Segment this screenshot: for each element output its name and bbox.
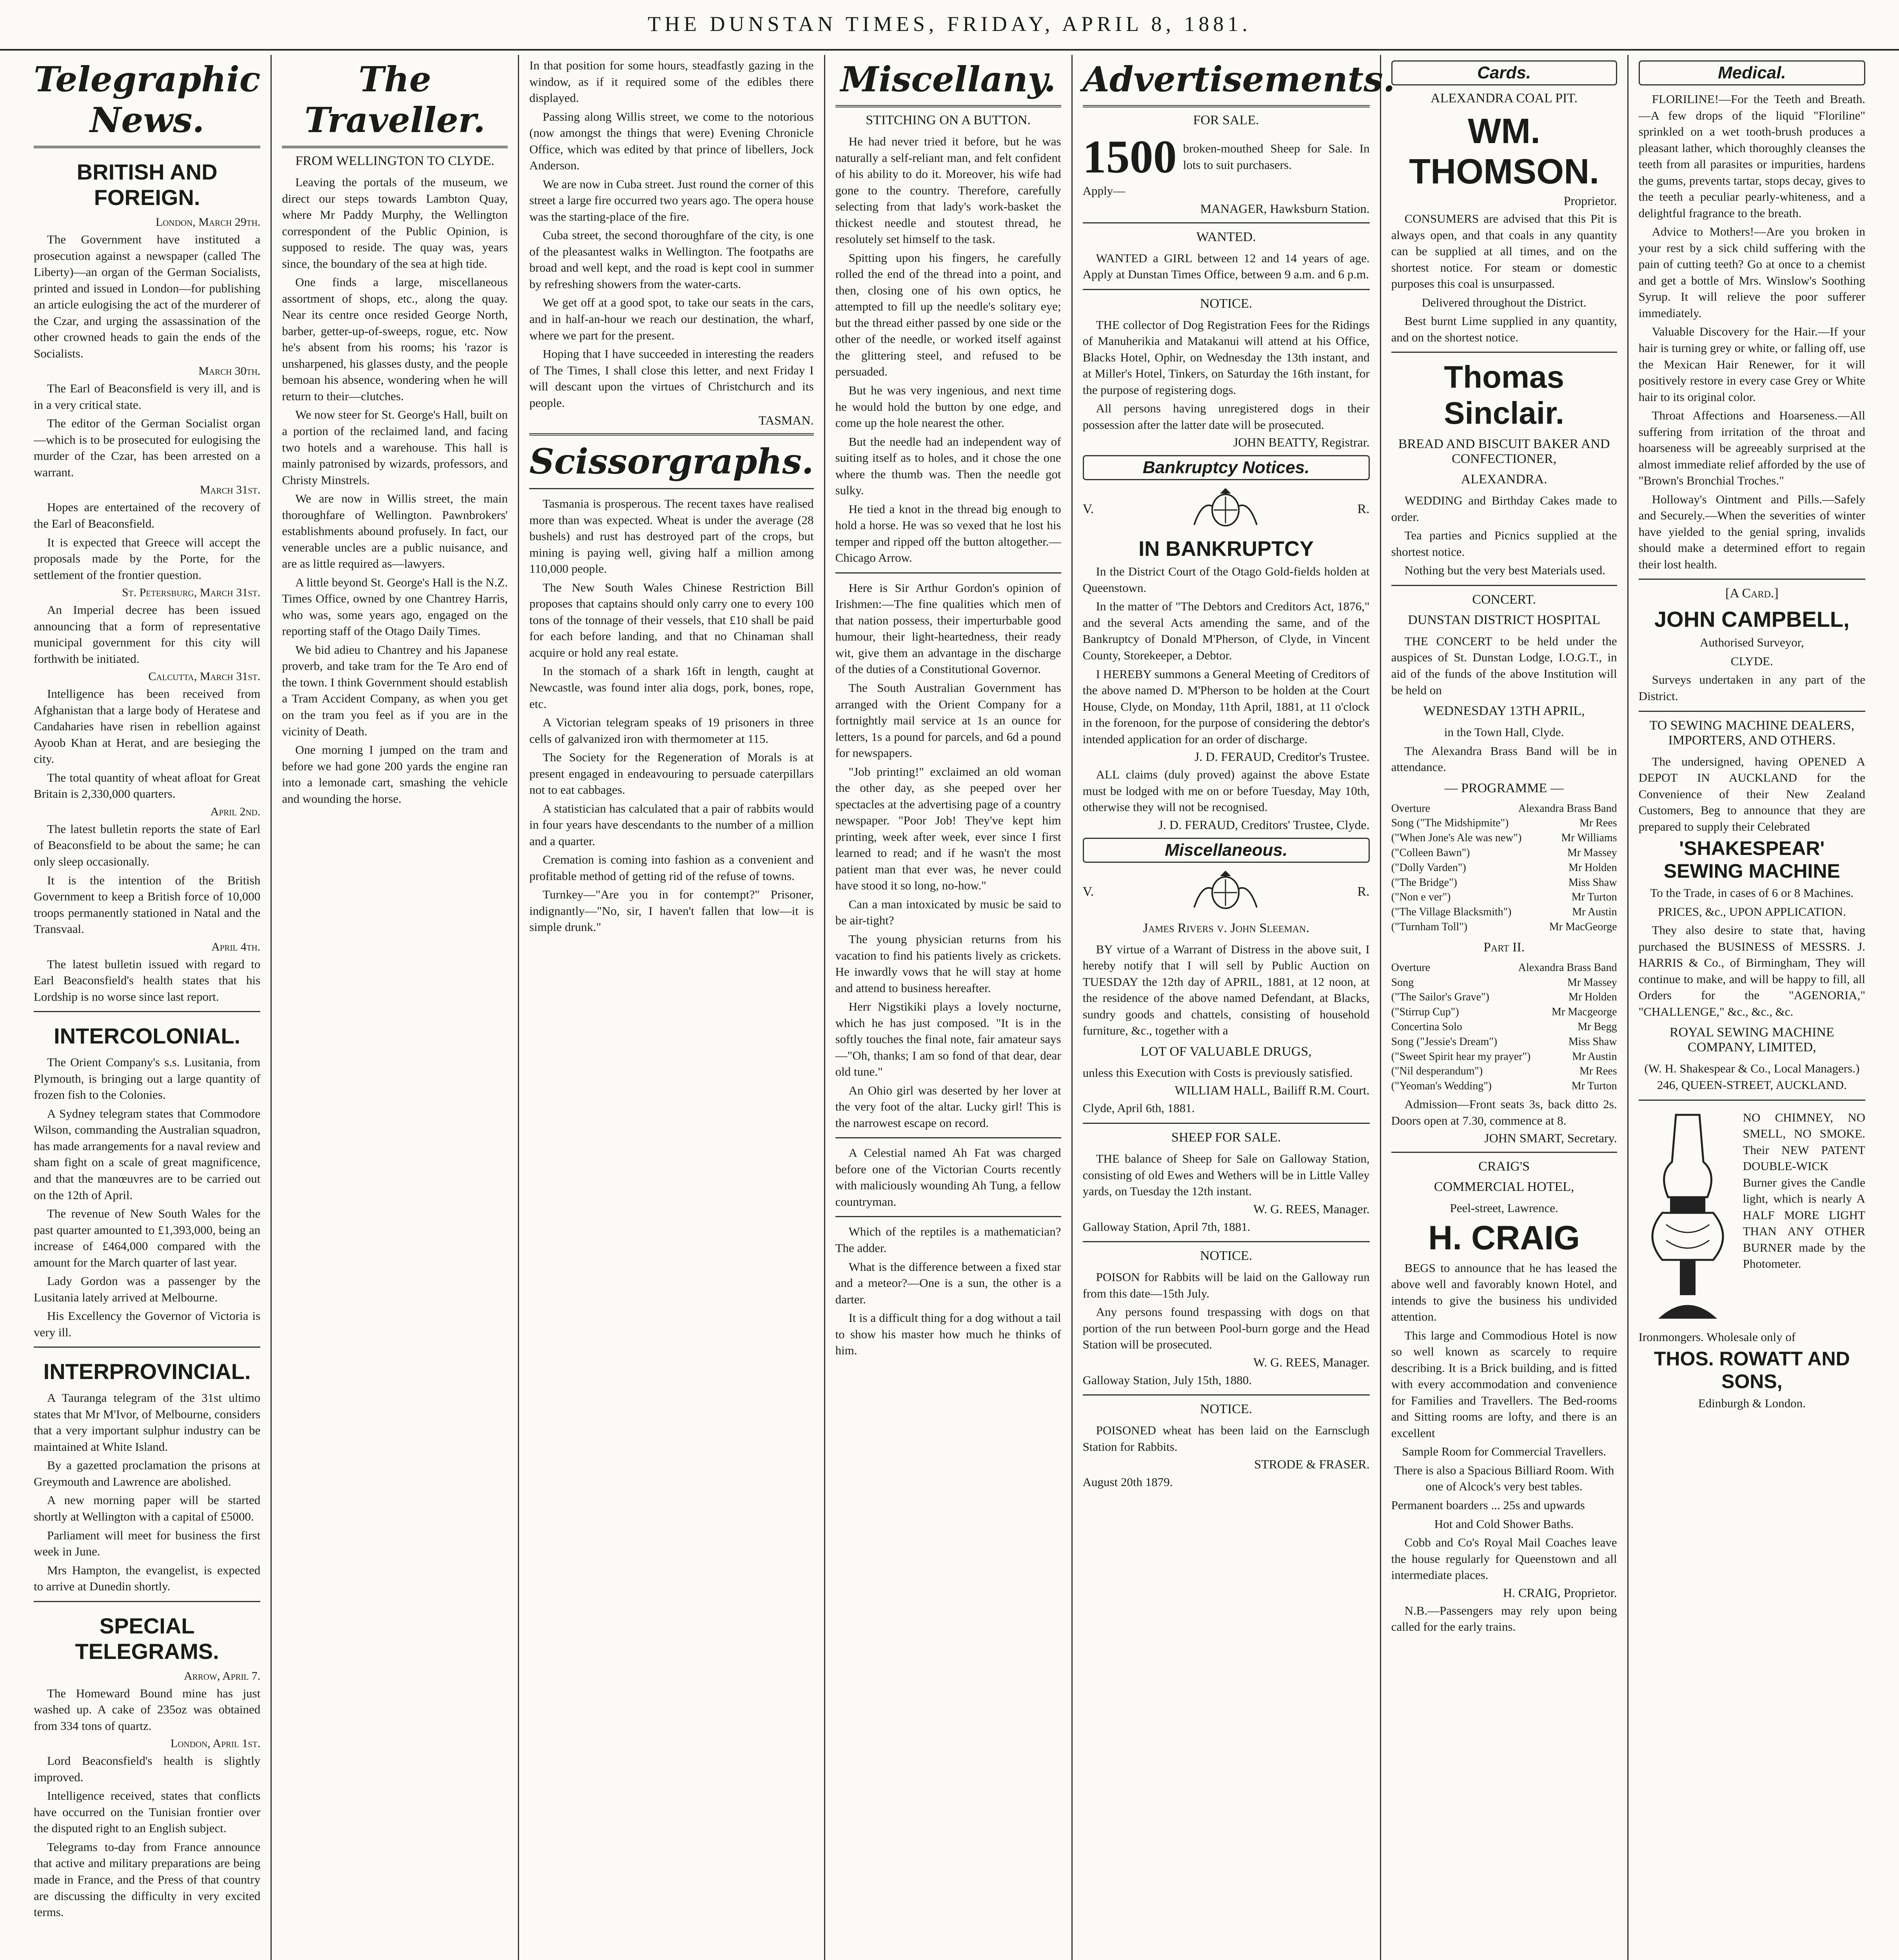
performer: Mr Turton bbox=[1571, 1080, 1617, 1093]
ad-title: NOTICE. bbox=[1200, 1402, 1253, 1417]
divider bbox=[1083, 1241, 1370, 1242]
performer: Mr Williams bbox=[1561, 832, 1617, 844]
paragraph: broken-mouthed Sheep for Sale. In lots to suit purchasers. bbox=[1183, 142, 1370, 172]
paragraph: The total quantity of wheat afloat for Great Britain is 2,330,000 quarters. bbox=[34, 770, 261, 801]
column-miscellany bbox=[825, 55, 1073, 1960]
paragraph: Lady Gordon was a passenger by the Lusitania lately arrived at Melbourne. bbox=[34, 1274, 261, 1304]
paragraph: We now steer for St. George's Hall, built on a portion of the reclaimed land, and facing two hotels and a warehouse. This hall is mainly patronised by wizards, professors, and Christy Minstrels. bbox=[282, 408, 508, 487]
paragraph: In that position for some hours, steadfastly gazing in the window, as if it required some of the edibles there displayed. bbox=[529, 58, 814, 105]
paragraph: CONSUMERS are advised that this Pit is always open, and that coals in any quantity can be supplied at all times, and on the shortest notice. For steam or domestic purposes this coal is unsurpassed. bbox=[1391, 212, 1617, 291]
item: ("When Jone's Ale was new") bbox=[1391, 832, 1522, 844]
paragraph: One morning I jumped on the tram and before we had gone 200 yards the engine ran into a lemonade cart, smashing the vehicle and wounding the horse. bbox=[282, 743, 508, 806]
paragraph: Tasmania is prosperous. The recent taxes have realised more than was expected. Wheat is under the average (28 bushels) and rust has destroyed part of the crops, but mining is paying well, giving half a million among 110,000 people. bbox=[529, 497, 814, 576]
item: Song ("The Midshipmite") bbox=[1391, 817, 1509, 829]
performer: Mr Macgeorge bbox=[1551, 1006, 1617, 1018]
paragraph: The Society for the Regeneration of Morals is at present engaged in endeavouring to persuade caterpillars not to eat cabbages. bbox=[529, 750, 814, 797]
signature: JOHN SMART, Secretary. bbox=[1484, 1131, 1617, 1145]
paragraph: The Orient Company's s.s. Lusitania, from Plymouth, is bringing out a large quantity of frozen fish to the Colonies. bbox=[34, 1055, 261, 1102]
item: ("Colleen Bawn") bbox=[1391, 847, 1470, 859]
divider bbox=[282, 146, 508, 148]
divider bbox=[34, 1011, 260, 1012]
dateline: April 4th. bbox=[211, 940, 261, 953]
campbell-name: JOHN CAMPBELL, bbox=[1654, 607, 1850, 632]
item: Song ("Jessie's Dream") bbox=[1391, 1035, 1498, 1048]
dateline: March 31st. bbox=[200, 483, 261, 497]
concert-date: WEDNESDAY 13TH APRIL, bbox=[1423, 704, 1585, 719]
performer: Mr Holden bbox=[1568, 991, 1617, 1004]
paragraph: The Homeward Bound mine has just washed up. A cake of 235oz was obtained from 334 tons of quartz. bbox=[34, 1686, 261, 1733]
article-subtitle: FROM WELLINGTON TO CLYDE. bbox=[295, 154, 495, 168]
paragraph: The undersigned, having OPENED A DEPOT IN AUCKLAND for the Convenience of their New Zealand Customers, Beg to announce that they are prepared to supply their Celebrated bbox=[1638, 754, 1865, 833]
paragraph: A little beyond St. George's Hall is the N.Z. Times Office, owned by one Chantrey Harris, who was, some years ago, engaged on the reporting staff of the Otago Daily Times. bbox=[282, 575, 508, 638]
paragraph: Hopes are entertained of the recovery of the Earl of Beaconsfield. bbox=[34, 500, 261, 530]
paragraph: We get off at a good spot, to take our seats in the cars, and in half-an-hour we reach our destination, the wharf, where we part for the present. bbox=[529, 296, 814, 342]
case-title: James Rivers v. John Sleeman. bbox=[1143, 920, 1309, 935]
programme-row bbox=[1391, 875, 1617, 890]
dateline: March 30th. bbox=[198, 365, 261, 378]
section-interprovincial: INTERPROVINCIAL. bbox=[43, 1359, 251, 1384]
dateline: St. Petersburg, March 31st. bbox=[122, 586, 261, 599]
paragraph: Surveys undertaken in any part of the District. bbox=[1638, 673, 1865, 703]
crest-v: V. bbox=[1082, 884, 1094, 899]
paragraph: We bid adieu to Chantrey and his Japanese proverb, and take tram for the Te Aro end of the town. I think Government should establish a Tram Accident Company, as when you get on the tram you feel as if you are in the vicinity of Death. bbox=[282, 642, 508, 738]
paragraph: The Earl of Beaconsfield is very ill, and is in a very critical state. bbox=[34, 381, 261, 412]
coat-of-arms-icon bbox=[1182, 868, 1269, 915]
paragraph: All persons having unregistered dogs in their possession after the latter date will be prosecuted. bbox=[1082, 401, 1370, 432]
signature: Proprietor. bbox=[1563, 194, 1617, 208]
paragraph: Lord Beaconsfield's health is slightly improved. bbox=[34, 1754, 261, 1784]
column-cards bbox=[1381, 55, 1628, 1960]
programme-row bbox=[1391, 1005, 1617, 1020]
dateline: London, March 29th. bbox=[156, 216, 261, 229]
oil-lamp-icon bbox=[1639, 1107, 1737, 1327]
programme-part1 bbox=[1391, 801, 1617, 935]
section-intercolonial: INTERCOLONIAL. bbox=[54, 1024, 241, 1049]
paragraph: August 20th 1879. bbox=[1082, 1475, 1173, 1489]
paragraph: Turnkey—"Are you in for contempt?" Prisoner, indignantly—"No, sir, I haven't fallen that low—it is simple drunk." bbox=[529, 887, 814, 934]
paragraph: We are now in Willis street, the main thoroughfare of Wellington. Pawnbrokers' establishments abound profusely. In fact, our venerable uncles are a public nuisance, and are as little required as—lawyers. bbox=[282, 492, 508, 571]
ad-subtitle: BREAD AND BISCUIT BAKER AND CONFECTIONER, bbox=[1398, 437, 1610, 466]
ad-subtitle: DUNSTAN DISTRICT HOSPITAL bbox=[1408, 612, 1600, 627]
paragraph: The editor of the German Socialist organ —which is to be prosecuted for eulogising the murder of the Czar, has been arrested on a warrant. bbox=[34, 416, 261, 479]
performer: Mr Rees bbox=[1579, 1065, 1617, 1078]
signature: STRODE & FRASER. bbox=[1254, 1457, 1370, 1472]
item: ("Dolly Varden") bbox=[1391, 861, 1466, 874]
divider bbox=[34, 1601, 260, 1602]
item: ("The Sailor's Grave") bbox=[1391, 991, 1489, 1004]
paragraph: He tied a knot in the thread big enough to hold a horse. He was so vexed that he lost his temper and ripped off the button altogether.—Chicago Arrow. bbox=[835, 502, 1061, 565]
divider bbox=[1391, 1152, 1617, 1153]
paragraph: Hot and Cold Shower Baths. bbox=[1434, 1517, 1574, 1531]
paragraph: The latest bulletin issued with regard to Earl Beaconsfield's health states that his Lordship is no worse since last report. bbox=[34, 957, 261, 1004]
paragraph: Any persons found trespassing with dogs on that portion of the run between Pool-burn gorge and the Head Station will be prosecuted. bbox=[1082, 1305, 1370, 1352]
divider bbox=[1083, 105, 1370, 107]
divider bbox=[1083, 289, 1370, 290]
performer: Alexandra Brass Band bbox=[1518, 802, 1617, 815]
paragraph: Galloway Station, April 7th, 1881. bbox=[1082, 1220, 1251, 1234]
paragraph: He had never tried it before, but he was naturally a self-reliant man, and felt confident of his ability to do it. Moreover, his wife had gone to the country. Therefore, carefully selecting from that lady's work-basket the thickest needle and stoutest thread, he resolutely set himself to the task. bbox=[835, 134, 1061, 246]
paragraph: The New South Wales Chinese Restriction Bill proposes that captains should only carry one to every 100 tons of the tonnage of their vessels, that £10 shall be paid for each before landing, and that no Chinaman shall acquire or hold any real estate. bbox=[529, 580, 814, 659]
in-bankruptcy-title: IN BANKRUPTCY bbox=[1138, 537, 1314, 561]
ad-title: COMMERCIAL HOTEL, bbox=[1434, 1180, 1574, 1194]
paragraph: What is the difference between a fixed star and a meteor?—One is a sun, the other is a darter. bbox=[835, 1259, 1061, 1306]
programme-row bbox=[1391, 960, 1617, 975]
paragraph: The Alexandra Brass Band will be in attendance. bbox=[1391, 744, 1617, 774]
card-label: [A Card.] bbox=[1725, 586, 1779, 601]
paragraph: Can a man intoxicated by music be said to be air-tight? bbox=[835, 897, 1061, 927]
performer: Mr Massey bbox=[1567, 847, 1617, 859]
divider bbox=[34, 146, 260, 148]
sheep-sale-ad bbox=[1082, 131, 1370, 183]
divider bbox=[835, 105, 1061, 107]
paragraph: To the Trade, in cases of 6 or 8 Machines. bbox=[1650, 886, 1854, 900]
paragraph: Cuba street, the second thoroughfare of the city, is one of the pleasantest walks in Wellington. The footpaths are broad and well kept, and the road is kept cool in summer by refreshing showers from the water-carts. bbox=[529, 228, 814, 291]
performer: Miss Shaw bbox=[1568, 876, 1617, 889]
paragraph: The latest bulletin reports the state of Earl of Beaconsfield to be about the same; he can only sleep occasionally. bbox=[34, 822, 261, 868]
ad-title: TO SEWING MACHINE DEALERS, IMPORTERS, AND OTHERS. bbox=[1649, 718, 1855, 748]
paragraph: It is the intention of the British Government to keep a British force of 10,000 troops permanently stationed in Natal and the Transvaal. bbox=[34, 873, 261, 936]
dateline: Arrow, April 7. bbox=[184, 1669, 261, 1682]
performer: Mr Austin bbox=[1572, 1050, 1617, 1063]
paragraph: Passing along Willis street, we come to the notorious (now amongst the things that were) Evening Chronicle Office, which was edited by that prince of libellers, Jock Anderson. bbox=[529, 109, 814, 172]
programme-title: — PROGRAMME — bbox=[1444, 780, 1564, 795]
thomson-name: WM. THOMSON. bbox=[1409, 112, 1599, 191]
crest-r: R. bbox=[1357, 502, 1370, 517]
performer: Mr Begg bbox=[1578, 1020, 1617, 1033]
section-bankruptcy-notices: Bankruptcy Notices. bbox=[1083, 455, 1370, 480]
programme-row bbox=[1391, 990, 1617, 1005]
paragraph: Intelligence received, states that conflicts have occurred on the Tunisian frontier over the disputed right to an English subject. bbox=[34, 1789, 261, 1835]
paragraph: Cremation is coming into fashion as a convenient and profitable method of getting rid of the refuse of towns. bbox=[529, 853, 814, 883]
performer: Mr Rees bbox=[1579, 817, 1617, 829]
paragraph: It is expected that Greece will accept the proposals made by the Porte, for the settlement of the frontier question. bbox=[34, 535, 261, 582]
dateline: April 2nd. bbox=[210, 805, 261, 818]
paragraph: A statistician has calculated that a pair of rabbits would in four years have descendants to the number of a million and a quarter. bbox=[529, 801, 814, 848]
masthead-title: THE DUNSTAN TIMES, FRIDAY, APRIL 8, 1881. bbox=[648, 12, 1251, 36]
paragraph: A Victorian telegram speaks of 19 prisoners in three cells of galvanized iron with thermometer at 115. bbox=[529, 715, 814, 746]
performer: Miss Shaw bbox=[1568, 1035, 1617, 1048]
ad-title: WANTED. bbox=[1196, 229, 1256, 244]
section-medical: Medical. bbox=[1639, 60, 1865, 85]
paragraph: The Government have instituted a prosecution against a newspaper (called The Liberty)—an organ of the German Socialists, printed and issued in London—for publishing an article eulogising the act of the murderer of the Czar, and urging the assassination of the other crowned heads to gain the ends of the Socialists. bbox=[34, 232, 261, 360]
paragraph: It is a difficult thing for a dog without a tail to show his master how much he thinks of him. bbox=[835, 1311, 1061, 1357]
sheep-count: 1500 bbox=[1082, 131, 1177, 183]
paragraph: ALL claims (duly proved) against the above Estate must be lodged with me on or before Tuesday, May 10th, otherwise they will not be recognised. bbox=[1082, 768, 1370, 814]
performer: Mr MacGeorge bbox=[1549, 921, 1617, 933]
royal-crest bbox=[1083, 486, 1370, 533]
signature: WILLIAM HALL, Bailiff R.M. Court. bbox=[1175, 1083, 1370, 1098]
heading-telegraphic-news: Telegraphic News. bbox=[34, 59, 261, 140]
coat-of-arms-icon bbox=[1182, 486, 1269, 533]
column-medical bbox=[1628, 55, 1875, 1960]
divider bbox=[529, 488, 813, 489]
paragraph: A new morning paper will be started shortly at Wellington with a capital of £5000. bbox=[34, 1493, 261, 1523]
section-miscellaneous: Miscellaneous. bbox=[1083, 838, 1370, 863]
paragraph: FLORILINE!—For the Teeth and Breath.—A few drops of the liquid "Floriline" sprinkled on a wet tooth-brush produces a pleasant lather, which thoroughly cleanses the teeth from all parasites or impurities, hardens the gums, prevents tartar, stops decay, gives to the teeth a peculiar pearly-whiteness, and a delightful fragrance to the breath. bbox=[1638, 92, 1865, 220]
paragraph: Galloway Station, July 15th, 1880. bbox=[1082, 1373, 1252, 1387]
paragraph: WEDDING and Birthday Cakes made to order. bbox=[1391, 494, 1617, 524]
paragraph: Which of the reptiles is a mathematician? The adder. bbox=[835, 1225, 1061, 1255]
paragraph: Permanent boarders ... 25s and upwards bbox=[1391, 1498, 1585, 1512]
divider bbox=[1639, 579, 1865, 580]
item: Overture bbox=[1391, 802, 1431, 815]
item: Overture bbox=[1391, 961, 1431, 974]
heading-miscellany: Miscellany. bbox=[840, 59, 1056, 100]
paragraph: By a gazetted proclamation the prisons at Greymouth and Lawrence are abolished. bbox=[34, 1458, 261, 1488]
paragraph: in the Town Hall, Clyde. bbox=[1444, 725, 1564, 739]
paragraph: PRICES, &c., UPON APPLICATION. bbox=[1658, 904, 1846, 918]
paragraph: The young physician returns from his vacation to find his patients lively as crickets. He inwardly vows that he will stay at home and attend to business hereafter. bbox=[835, 932, 1061, 995]
paragraph: This large and Commodious Hotel is now so well known as scarcely to require describing. It is a Brick building, and is fitted with every accommodation and convenience for Families and Travellers. The Bed-rooms and Sitting rooms are lofty, and there is an excellent bbox=[1391, 1328, 1617, 1440]
section-cards: Cards. bbox=[1391, 60, 1617, 85]
paragraph: Intelligence has been received from Afghanistan that a large body of Heratese and Candaharies have risen in rebellion against Ayoob Khan at Herat, and are besieging the city. bbox=[34, 687, 261, 766]
performer: Mr Austin bbox=[1572, 906, 1617, 918]
shakespear-title: 'SHAKESPEAR' SEWING MACHINE bbox=[1663, 837, 1840, 882]
ad-title: CRAIG'S bbox=[1478, 1159, 1530, 1174]
paragraph: Parliament will meet for business the first week in June. bbox=[34, 1528, 261, 1559]
programme-row bbox=[1391, 816, 1617, 831]
paragraph: Holloway's Ointment and Pills.—Safely and Securely.—When the severities of winter have yielded to the genial spring, invalids should make a determined effort to regain their lost health. bbox=[1638, 492, 1865, 571]
paragraph: Here is Sir Arthur Gordon's opinion of Irishmen:—The fine qualities which men of that nation possess, their imperturbable good humour, their light-heartedness, their ready wit, give them an advantage in the discharge of the duties of a Constitutional Governor. bbox=[835, 581, 1061, 676]
dateline: Calcutta, March 31st. bbox=[148, 670, 261, 683]
heading-advertisements: Advertisements. bbox=[1082, 59, 1395, 100]
paragraph: Nothing but the very best Materials used. bbox=[1404, 563, 1605, 577]
paragraph: CLYDE. bbox=[1730, 654, 1773, 668]
column-advertisements bbox=[1073, 55, 1395, 1960]
paragraph: Ironmongers. Wholesale only of bbox=[1638, 1330, 1796, 1344]
paragraph: Mrs Hampton, the evangelist, is expected to arrive at Dunedin shortly. bbox=[34, 1563, 261, 1593]
paragraph: THE collector of Dog Registration Fees for the Ridings of Manuherikia and Matakanui will attend at his Office, Blacks Hotel, Ophir, on Wednesday the 13th instant, and at Miller's Hotel, Tinkers, on Saturday the 16th instant, for the purpose of registering dogs. bbox=[1082, 318, 1370, 397]
programme-row bbox=[1391, 1034, 1617, 1049]
paragraph: BEGS to announce that he has leased the above well and favorably known Hotel, and intends to give the business his undivided attention. bbox=[1391, 1261, 1617, 1324]
paragraph: In the stomach of a shark 16ft in length, caught at Newcastle, was found inter alia dogs, pork, bones, rope, etc. bbox=[529, 664, 814, 711]
signature: H. CRAIG, Proprietor. bbox=[1503, 1585, 1617, 1600]
paragraph: His Excellency the Governor of Victoria is very ill. bbox=[34, 1309, 261, 1339]
programme-row bbox=[1391, 1049, 1617, 1064]
paragraph: The South Australian Government has arranged with the Orient Company for a fortnightly mail service at 1s an ounce for letters, 1s a pound for parcels, and 6d a pound for newspapers. bbox=[835, 681, 1061, 760]
item: ("The Bridge") bbox=[1391, 876, 1457, 889]
paragraph: BY virtue of a Warrant of Distress in the above suit, I hereby notify that I will sell by Public Auction on TUESDAY the 12th day of APRIL, 1881, at 12 noon, at the residence of the above named Defendant, at Blacks, sundry goods and chattels, consisting of household furniture, &c., together with a bbox=[1082, 942, 1370, 1038]
ad-title: LOT OF VALUABLE DRUGS, bbox=[1140, 1044, 1312, 1059]
performer: Mr Turton bbox=[1571, 891, 1617, 904]
ad-title: CONCERT. bbox=[1472, 592, 1536, 607]
paragraph: Edinburgh & London. bbox=[1698, 1396, 1806, 1410]
paragraph: In the District Court of the Otago Gold-fields holden at Queenstown. bbox=[1082, 564, 1370, 595]
paragraph: Valuable Discovery for the Hair.—If your hair is turning grey or white, or falling off, use the Mexican Hair Renewer, for it will positively restore in every case Grey or White hair to its original color. bbox=[1638, 325, 1865, 404]
paragraph: Authorised Surveyor, bbox=[1699, 635, 1804, 650]
paragraph: Admission—Front seats 3s, back ditto 2s. Doors open at 7.30, commence at 8. bbox=[1391, 1097, 1617, 1127]
divider bbox=[1639, 711, 1865, 712]
paragraph: Sample Room for Commercial Travellers. bbox=[1402, 1445, 1607, 1459]
section-special-telegrams: SPECIAL TELEGRAMS. bbox=[75, 1613, 219, 1664]
paragraph: A Celestial named Ah Fat was charged before one of the Victorian Courts recently with maliciously wounding Ah Tung, a fellow countryman. bbox=[835, 1146, 1061, 1209]
programme-row bbox=[1391, 890, 1617, 905]
programme-part2 bbox=[1391, 960, 1617, 1094]
paragraph: An Imperial decree has been issued announcing that a form of representative municipal government for this city will forthwith be initiated. bbox=[34, 603, 261, 666]
lamp-ad bbox=[1639, 1107, 1865, 1327]
programme-row bbox=[1391, 831, 1617, 846]
crest-v: V. bbox=[1082, 502, 1094, 517]
signature: TASMAN. bbox=[759, 413, 814, 428]
paragraph: Advice to Mothers!—Are you broken in your rest by a sick child suffering with the pain of cutting teeth? Go at once to a chemist and get a bottle of Mrs. Winslow's Soothing Syrup. It will relieve the poor sufferer immediately. bbox=[1638, 225, 1865, 320]
divider bbox=[1083, 1394, 1370, 1396]
performer: Alexandra Brass Band bbox=[1518, 961, 1617, 974]
programme-row bbox=[1391, 1064, 1617, 1079]
signature: MANAGER, Hawksburn Station. bbox=[1200, 201, 1370, 216]
ad-title: NOTICE. bbox=[1200, 296, 1253, 311]
item: ("Sweet Spirit hear my prayer") bbox=[1391, 1050, 1531, 1063]
programme-part2-title: Part II. bbox=[1483, 940, 1525, 955]
divider bbox=[1639, 1100, 1865, 1101]
paragraph: Clyde, April 6th, 1881. bbox=[1082, 1101, 1195, 1115]
paragraph: Hoping that I have succeeded in interesting the readers of The Times, I shall close this letter, and next Friday I will descant upon the virtues of Christchurch and its people. bbox=[529, 347, 814, 410]
paragraph: THE balance of Sheep for Sale on Galloway Station, consisting of old Ewes and Wethers will be in Little Valley yards, on Tuesday the 12th instant. bbox=[1082, 1152, 1370, 1198]
column-traveller-cont bbox=[519, 55, 825, 1960]
paragraph: A Sydney telegram states that Commodore Wilson, commanding the Australian squadron, has made arrangements for a naval review and sham fight on a scale of great magnificence, and that the manœuvres are to be carried out on the 12th of April. bbox=[34, 1106, 261, 1202]
divider bbox=[1083, 1123, 1370, 1124]
paragraph: Best burnt Lime supplied in any quantity, and on the shortest notice. bbox=[1391, 314, 1617, 344]
crest-r: R. bbox=[1357, 884, 1370, 899]
section-british-foreign: BRITISH AND FOREIGN. bbox=[76, 160, 218, 210]
dateline: London, April 1st. bbox=[171, 1737, 261, 1750]
paragraph: POISONED wheat has been laid on the Earnsclugh Station for Rabbits. bbox=[1082, 1423, 1370, 1454]
paragraph: POISON for Rabbits will be laid on the Galloway run from this date—15th July. bbox=[1082, 1270, 1370, 1300]
ad-title: SHEEP FOR SALE. bbox=[1171, 1130, 1281, 1145]
signature: JOHN BEATTY, Registrar. bbox=[1233, 435, 1370, 450]
programme-row bbox=[1391, 1079, 1617, 1094]
divider bbox=[835, 572, 1061, 573]
craig-name: H. CRAIG bbox=[1428, 1219, 1580, 1257]
signature: J. D. FERAUD, Creditors' Trustee, Clyde. bbox=[1158, 817, 1370, 832]
royal-crest bbox=[1083, 868, 1370, 915]
paragraph: Throat Affections and Hoarseness.—All suffering from irritation of the throat and hoarseness will be agreeably surprised at the almost immediate relief afforded by the use of "Brown's Bronchial Troches." bbox=[1638, 408, 1865, 488]
programme-row bbox=[1391, 975, 1617, 990]
paragraph: Delivered throughout the District. bbox=[1422, 295, 1587, 309]
programme-row bbox=[1391, 801, 1617, 816]
paragraph: One finds a large, miscellaneous assortment of shops, etc., along the quay. Near its centre once resided George North, barber, getter-up-of-sweeps, rogue, etc. Now he's absent from his rooms; his 'razor is unsharpened, his glasses dusty, and the people bemoan his absence, wondering when he will return to their—clutches. bbox=[282, 275, 508, 403]
paragraph: (W. H. Shakespear & Co., Local Managers.) 246, QUEEN-STREET, AUCKLAND. bbox=[1644, 1062, 1860, 1092]
paragraph: unless this Execution with Costs is previously satisfied. bbox=[1082, 1065, 1353, 1080]
divider bbox=[1083, 222, 1370, 223]
article-subtitle: STITCHING ON A BUTTON. bbox=[866, 113, 1031, 127]
performer: Mr Holden bbox=[1568, 861, 1617, 874]
item: ("Non e ver") bbox=[1391, 891, 1451, 904]
paragraph: In the matter of "The Debtors and Creditors Act, 1876," and the several Acts amending the same, and of the Bankruptcy of Donald M'Pherson, of Clyde, in Vincent County, Storekeeper, a Debtor. bbox=[1082, 599, 1370, 662]
performer: Mr Massey bbox=[1567, 976, 1617, 989]
programme-row bbox=[1391, 920, 1617, 935]
paragraph: N.B.—Passengers may rely upon being called for the early trains. bbox=[1391, 1603, 1617, 1634]
paragraph: WANTED a GIRL between 12 and 14 years of age. Apply at Dunstan Times Office, between 9 a.m. and 6 p.m. bbox=[1082, 251, 1370, 281]
paragraph: But the needle had an independent way of suiting itself as to holes, and it chose the one where the thumb was. Then the needle got sulky. bbox=[835, 434, 1061, 497]
item: Concertina Solo bbox=[1391, 1020, 1462, 1033]
signature: J. D. FERAUD, Creditor's Trustee. bbox=[1194, 750, 1370, 764]
divider bbox=[34, 1347, 260, 1348]
masthead bbox=[0, 0, 1899, 51]
ad-title: NOTICE. bbox=[1200, 1249, 1253, 1263]
page-columns bbox=[24, 55, 1875, 1960]
programme-row bbox=[1391, 860, 1617, 875]
programme-row bbox=[1391, 846, 1617, 860]
signature: W. G. REES, Manager. bbox=[1253, 1201, 1370, 1216]
item: Song bbox=[1391, 976, 1414, 989]
paragraph: But he was very ingenious, and next time he would hold the button by one edge, and come up the hole nearest the other. bbox=[835, 383, 1061, 430]
paragraph: They also desire to state that, having purchased the BUSINESS of MESSRS. J. HARRIS & Co., of Birmingham, They will continue to make, and will be happy to fill, all Orders for the "AGENORIA," "CHALLENGE," &c., &c., &c. bbox=[1638, 923, 1865, 1018]
paragraph: "Job printing!" exclaimed an old woman the other day, as she peeped over her spectacles at the advertising page of a country newspaper. "Poor Job! They've kept him printing, week after week, ever since I first learned to read; and if he wasn't the most patient man that ever was, he never could have stood it so long, no-how." bbox=[835, 764, 1061, 893]
sinclair-name: Thomas Sinclair. bbox=[1444, 359, 1564, 431]
item: ("Turnham Toll") bbox=[1391, 921, 1467, 933]
programme-row bbox=[1391, 905, 1617, 920]
signature: W. G. REES, Manager. bbox=[1253, 1355, 1370, 1369]
paragraph: An Ohio girl was deserted by her lover at the very foot of the altar. Lucky girl! This is the narrowest escape on record. bbox=[835, 1083, 1061, 1130]
item: ("Stirrup Cup") bbox=[1391, 1006, 1459, 1018]
column-traveller bbox=[272, 55, 519, 1960]
ad-title: FOR SALE. bbox=[1193, 113, 1259, 127]
rowatt-name: THOS. ROWATT AND SONS, bbox=[1654, 1348, 1850, 1393]
paragraph: Peel-street, Lawrence. bbox=[1450, 1201, 1558, 1215]
paragraph: Telegrams to-day from France announce that active and military preparations are being made in France, and the Press of that country are discussing the difficulty in very excited terms. bbox=[34, 1840, 261, 1919]
paragraph: Cobb and Co's Royal Mail Coaches leave the house regularly for Queenstown and all intermediate places. bbox=[1391, 1535, 1617, 1582]
paragraph: There is also a Spacious Billiard Room. With one of Alcock's very best tables. bbox=[1394, 1463, 1614, 1494]
paragraph: We are now in Cuba street. Just round the corner of this street a large fire occurred two years ago. The opera house was the starting-place of the fire. bbox=[529, 177, 814, 223]
paragraph: Tea parties and Picnics supplied at the shortest notice. bbox=[1391, 528, 1617, 559]
paragraph: Spitting upon his fingers, he carefully rolled the end of the thread into a point, and then, closing one of his own optics, he attempted to fill up the needle's solitary eye; but the thread either passed by one side or the other of the needle, or worked itself against the glittering steel, and refused to be persuaded. bbox=[835, 250, 1061, 379]
divider bbox=[529, 433, 813, 436]
ad-title: ROYAL SEWING MACHINE COMPANY, LIMITED, bbox=[1669, 1025, 1834, 1055]
paragraph: The revenue of New South Wales for the past quarter amounted to £1,393,000, being an increase of £464,000 compared with the amount for the March quarter of last year. bbox=[34, 1207, 261, 1269]
paragraph: THE CONCERT to be held under the auspices of St. Dunstan Lodge, I.O.G.T., in aid of the funds of the above Institution will be held on bbox=[1391, 634, 1617, 697]
item: ("The Village Blacksmith") bbox=[1391, 906, 1512, 918]
paragraph: NO CHIMNEY, NO SMELL, NO SMOKE. Their NEW PATENT DOUBLE-WICK Burner gives the Candle light, which is nearly A HALF MORE LIGHT THAN ANY OTHER BURNER made by the Photometer. bbox=[1743, 1110, 1865, 1271]
ad-subtitle: ALEXANDRA. bbox=[1461, 472, 1547, 487]
heading-traveller: The Traveller. bbox=[304, 59, 485, 140]
heading-scissorgraphs: Scissorgraphs. bbox=[529, 441, 814, 482]
divider bbox=[835, 1216, 1061, 1217]
paragraph: Leaving the portals of the museum, we direct our steps towards Lambton Quay, where Mr Paddy Murphy, the Wellington correspondent of the Public Opinion, is supposed to reside. The quay was, years since, the boundary of the sea at high tide. bbox=[282, 175, 508, 270]
ad-title: ALEXANDRA COAL PIT. bbox=[1431, 91, 1578, 105]
programme-row bbox=[1391, 1020, 1617, 1034]
item: ("Yeoman's Wedding") bbox=[1391, 1080, 1492, 1093]
item: ("Nil desperandum") bbox=[1391, 1065, 1483, 1078]
divider bbox=[1391, 352, 1617, 353]
paragraph: I HEREBY summons a General Meeting of Creditors of the above named D. M'Pherson to be holden at the Court House, Clyde, on Monday, 11th April, 1881, at 11 o'clock in the forenoon, for the purpose of considering the debtor's intended application for an order of discharge. bbox=[1082, 667, 1370, 746]
paragraph: Herr Nigstikiki plays a lovely nocturne, which he has just composed. "It is in the softly touches the final note, fair amateur says—"Oh, thanks; I am so fond of that dear, dear old tune." bbox=[835, 1000, 1061, 1079]
divider bbox=[1391, 585, 1617, 586]
paragraph: Apply— bbox=[1082, 184, 1126, 198]
divider bbox=[835, 1137, 1061, 1138]
paragraph: A Tauranga telegram of the 31st ultimo states that Mr M'Ivor, of Melbourne, considers that a very important sulphur industry can be maintained at White Island. bbox=[34, 1391, 261, 1454]
column-telegraphic-news bbox=[24, 55, 272, 1960]
